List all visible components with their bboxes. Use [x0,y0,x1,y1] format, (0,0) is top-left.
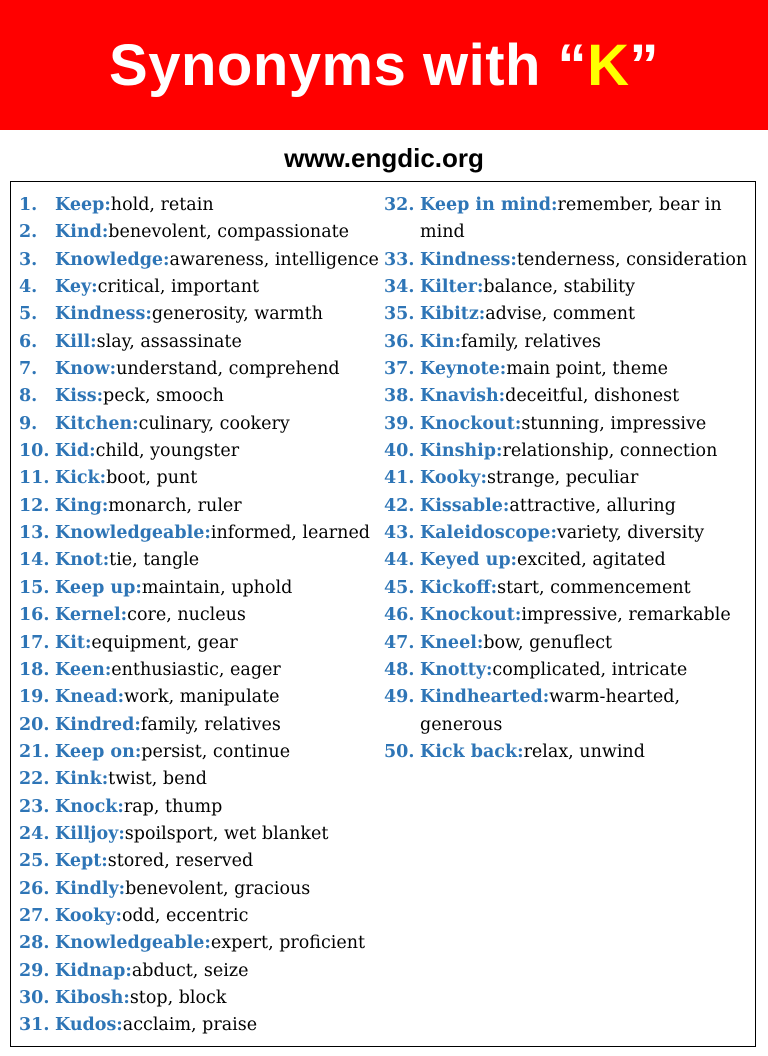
item-body [420,274,750,301]
item-word: Keynote: [420,359,507,380]
item-number: 33. [384,249,415,270]
item-number: 47. [384,632,415,653]
item-number: 35. [384,304,415,325]
list-item [19,274,381,301]
item-body [55,985,381,1012]
item-synonyms: remember, bear in mind [420,195,722,243]
item-number: 11. [19,468,50,489]
item-synonyms: generosity, warmth [151,304,323,325]
item-word: Keep: [55,195,111,215]
item-synonyms: culinary, cookery [138,413,290,434]
item-word: Know: [55,359,117,380]
item-synonyms: rap, thump [123,796,223,817]
item-synonyms: core, nucleus [127,605,246,626]
item-word: Knowledgeable: [55,933,211,954]
item-number: 36. [384,331,415,352]
item-synonyms: benevolent, compassionate [108,222,350,243]
item-word: Kept: [55,851,108,872]
item-synonyms: enthusiastic, eager [111,659,281,680]
item-number: 10. [19,441,50,462]
item-body [420,411,750,438]
item-word: Kindness: [420,249,517,270]
item-number: 27. [19,905,50,926]
list-item [384,575,750,602]
item-word: Knock: [55,796,124,817]
item-synonyms: start, commencement [497,577,691,598]
list-item [19,684,381,711]
title-prefix: Synonyms with “ [109,32,588,98]
list-item [384,247,750,274]
item-synonyms: acclaim, praise [122,1015,258,1036]
list-item [384,520,750,547]
item-synonyms: awareness, intelligence [169,249,379,270]
page-title [109,32,659,99]
item-body [420,247,750,274]
item-body [55,465,381,492]
list-item [384,329,750,356]
item-number: 20. [19,714,50,735]
item-body [55,903,381,930]
item-synonyms: boot, punt [106,468,198,489]
item-body [55,630,381,657]
item-word: Kindness: [55,304,152,325]
item-word: Kill: [55,331,97,352]
item-number: 2. [19,222,38,243]
item-word: Kilter: [420,277,484,298]
list-item [384,438,750,465]
item-body [55,930,381,957]
title-banner [0,0,768,130]
item-number: 23. [19,796,50,817]
list-item [19,985,381,1012]
item-number: 32. [384,195,415,215]
list-item [19,411,381,438]
item-body [55,219,381,246]
item-synonyms: work, manipulate [124,687,280,708]
item-number: 40. [384,441,415,462]
list-item [384,383,750,410]
item-synonyms: relax, unwind [523,741,645,762]
item-number: 42. [384,495,415,516]
item-word: Kick: [55,468,107,489]
item-body [55,301,381,328]
item-body [55,739,381,766]
item-synonyms: abduct, seize [131,960,249,981]
item-number: 16. [19,605,50,626]
list-item [19,356,381,383]
item-number: 45. [384,577,415,598]
item-body [55,329,381,356]
list-item [384,301,750,328]
item-body [55,192,381,219]
list-item [19,657,381,684]
item-body [420,520,750,547]
synonym-column-right [384,192,750,766]
item-body [420,547,750,574]
item-body [55,520,381,547]
item-synonyms: advise, comment [485,304,636,325]
item-word: Knockout: [420,605,522,626]
item-synonyms: twist, bend [108,769,207,790]
list-item [19,821,381,848]
list-item [19,630,381,657]
item-word: Kickoff: [420,577,498,598]
item-body [420,493,750,520]
item-synonyms: child, youngster [95,441,240,462]
list-item [19,383,381,410]
item-word: Kernel: [55,605,128,626]
item-word: Kinship: [420,441,503,462]
list-item [19,493,381,520]
item-number: 15. [19,577,50,598]
item-word: Keyed up: [420,550,518,571]
item-word: Kaleidoscope: [420,523,557,544]
item-body [420,657,750,684]
item-number: 31. [19,1015,50,1036]
item-number: 29. [19,960,50,981]
item-body [55,247,381,274]
item-body [55,438,381,465]
item-synonyms: warm-hearted, generous [420,687,681,735]
item-synonyms: family, relatives [461,331,602,352]
item-number: 1. [19,195,38,215]
item-body [55,766,381,793]
item-body [420,301,750,328]
item-number: 28. [19,933,50,954]
item-body [55,356,381,383]
item-word: Knowledgeable: [55,523,211,544]
list-item [19,903,381,930]
item-number: 6. [19,331,38,352]
item-word: Kidnap: [55,960,132,981]
item-synonyms: stop, block [129,987,227,1008]
item-number: 14. [19,550,50,571]
item-word: Kit: [55,632,92,653]
list-item [19,247,381,274]
site-url: www.engdic.org [284,143,484,173]
item-synonyms: expert, proficient [210,933,366,954]
item-body [420,739,750,766]
list-item [384,739,750,766]
item-number: 13. [19,523,50,544]
item-word: Kibitz: [420,304,486,325]
item-number: 19. [19,687,50,708]
item-number: 25. [19,851,50,872]
item-word: Knowledge: [55,249,170,270]
item-synonyms: complicated, intricate [492,659,688,680]
item-number: 22. [19,769,50,790]
list-item [384,547,750,574]
item-synonyms: informed, learned [210,523,370,544]
item-word: Kiss: [55,386,104,407]
item-word: Kooky: [420,468,487,489]
item-synonyms: spoilsport, wet blanket [124,823,329,844]
item-synonyms: understand, comprehend [116,359,340,380]
item-body [55,657,381,684]
item-synonyms: odd, eccentric [121,905,249,926]
item-word: Kink: [55,769,109,790]
item-body [420,630,750,657]
item-body [55,411,381,438]
item-number: 4. [19,277,38,298]
item-synonyms: peck, smooch [103,386,224,407]
item-word: Kneel: [420,632,484,653]
item-synonyms: maintain, uphold [141,577,293,598]
item-number: 49. [384,687,415,708]
list-item [19,766,381,793]
item-synonyms: persist, continue [141,741,291,762]
item-body [55,821,381,848]
item-body [55,876,381,903]
list-item [19,958,381,985]
item-word: Keen: [55,659,112,680]
item-synonyms: strange, peculiar [486,468,639,489]
item-word: Kin: [420,331,462,352]
item-synonyms: stunning, impressive [521,413,707,434]
item-synonyms: hold, retain [110,195,214,215]
item-word: Knot: [55,550,110,571]
item-word: Kindhearted: [420,687,550,708]
list-item [19,876,381,903]
item-body [55,547,381,574]
item-body [420,329,750,356]
item-synonyms: main point, theme [506,359,669,380]
item-body [420,465,750,492]
list-item [384,411,750,438]
list-item [19,930,381,957]
item-word: Keep in mind: [420,195,558,215]
list-item [384,465,750,492]
title-letter: K [587,32,630,98]
item-number: 41. [384,468,415,489]
item-body [55,383,381,410]
item-body [420,356,750,383]
item-synonyms: equipment, gear [91,632,238,653]
item-body [55,684,381,711]
item-body [55,575,381,602]
list-item [19,794,381,821]
item-word: Knotty: [420,659,493,680]
item-body [420,602,750,629]
list-item [19,739,381,766]
item-word: Kindly: [55,878,126,899]
title-suffix: ” [629,32,659,98]
item-word: Knockout: [420,413,522,434]
list-item [384,602,750,629]
item-synonyms: deceitful, dishonest [505,386,680,407]
list-item [19,575,381,602]
item-number: 37. [384,359,415,380]
item-word: Kissable: [420,495,510,516]
synonym-list-box [10,181,756,1047]
list-item [19,547,381,574]
item-synonyms: tie, tangle [109,550,200,571]
list-item [384,274,750,301]
item-number: 50. [384,741,415,762]
item-number: 12. [19,495,50,516]
list-item [19,438,381,465]
item-body [420,192,750,247]
list-item [19,465,381,492]
list-item [19,192,381,219]
item-synonyms: tenderness, consideration [516,249,748,270]
item-number: 8. [19,386,38,407]
item-number: 18. [19,659,50,680]
list-item [384,192,750,247]
item-number: 39. [384,413,415,434]
item-body [55,493,381,520]
item-body [420,383,750,410]
item-synonyms: balance, stability [483,277,635,298]
item-word: Kitchen: [55,413,139,434]
item-word: Kick back: [420,741,524,762]
item-word: Keep up: [55,577,142,598]
item-synonyms: critical, important [97,277,260,298]
list-item [19,1012,381,1039]
item-word: Key: [55,277,98,298]
item-synonyms: attractive, alluring [509,495,676,516]
synonym-column-left [19,192,381,1040]
list-item [19,219,381,246]
item-word: King: [55,495,109,516]
item-number: 30. [19,987,50,1008]
item-synonyms: stored, reserved [107,851,254,872]
item-word: Keep on: [55,741,142,762]
item-word: Kind: [55,222,109,243]
item-synonyms: family, relatives [140,714,281,735]
item-number: 46. [384,605,415,626]
list-item [384,630,750,657]
list-item [19,848,381,875]
item-body [55,712,381,739]
item-number: 5. [19,304,38,325]
item-synonyms: benevolent, gracious [125,878,311,899]
item-number: 7. [19,359,38,380]
item-word: Kibosh: [55,987,130,1008]
list-item [384,657,750,684]
item-word: Kid: [55,441,96,462]
item-synonyms: monarch, ruler [108,495,242,516]
item-body [55,848,381,875]
item-body [55,602,381,629]
item-body [420,575,750,602]
item-body [420,684,750,739]
item-body [55,794,381,821]
item-number: 26. [19,878,50,899]
item-word: Knead: [55,687,125,708]
item-number: 9. [19,413,38,434]
item-number: 38. [384,386,415,407]
list-item [19,712,381,739]
item-synonyms: variety, diversity [556,523,705,544]
item-synonyms: relationship, connection [502,441,718,462]
list-item [19,329,381,356]
item-word: Knavish: [420,386,506,407]
item-body [55,274,381,301]
list-item [384,493,750,520]
list-item [384,684,750,739]
item-number: 44. [384,550,415,571]
item-body [55,1012,381,1039]
item-number: 24. [19,823,50,844]
item-synonyms: impressive, remarkable [521,605,731,626]
item-synonyms: excited, agitated [517,550,666,571]
list-item [19,520,381,547]
item-word: Kindred: [55,714,141,735]
list-item [19,602,381,629]
item-number: 48. [384,659,415,680]
item-word: Kudos: [55,1015,123,1036]
item-word: Killjoy: [55,823,125,844]
item-body [420,438,750,465]
item-synonyms: bow, genuflect [483,632,613,653]
item-number: 21. [19,741,50,762]
list-item [19,301,381,328]
item-number: 3. [19,249,38,270]
item-synonyms: slay, assassinate [96,331,242,352]
item-number: 34. [384,277,415,298]
item-number: 17. [19,632,50,653]
list-item [384,356,750,383]
item-word: Kooky: [55,905,122,926]
item-number: 43. [384,523,415,544]
item-body [55,958,381,985]
